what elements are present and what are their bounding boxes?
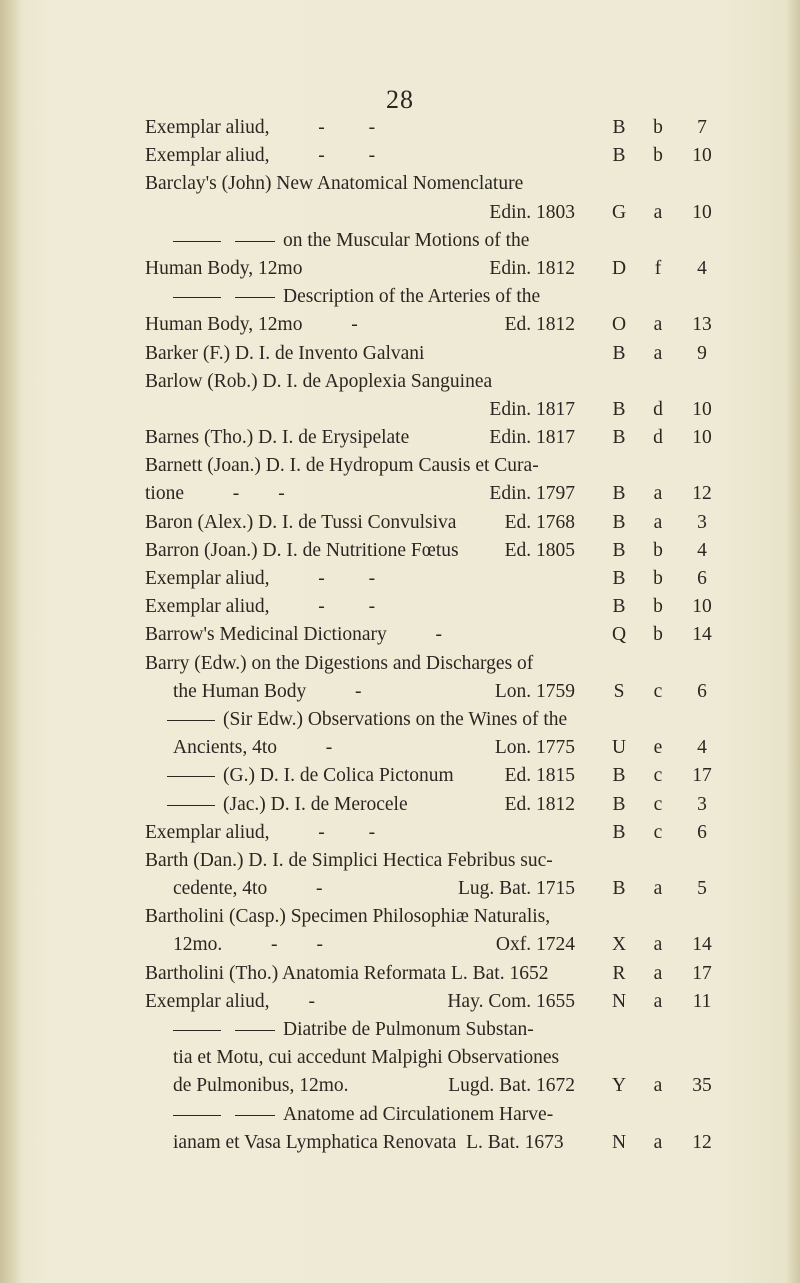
entry-title: Human Body, 12mo [145, 257, 303, 279]
entry-text [173, 283, 540, 311]
shelf-mark [610, 1044, 735, 1072]
catalog-entry [145, 791, 735, 819]
shelf-number: 10 [692, 398, 712, 420]
shelf-mark [610, 424, 735, 452]
shelf-press: U [611, 737, 627, 759]
shelf-row: a [653, 1131, 663, 1153]
shelf-press: O [611, 314, 627, 336]
shelf-number: 4 [697, 257, 707, 279]
entry-title: Barth (Dan.) D. I. de Simplici Hectica Febribus suc- [145, 849, 553, 871]
shelf-press: B [612, 878, 626, 900]
catalog-entry [145, 340, 735, 368]
entry-text [145, 593, 375, 621]
entry-title: Bartholini (Tho.) Anatomia Reformata L. Bat. 1652 [145, 962, 549, 984]
entry-text [167, 706, 567, 734]
entry-title: Exemplar aliud, - - [145, 117, 376, 138]
ditto-rule [173, 1115, 221, 1116]
shelf-row: a [653, 314, 663, 336]
shelf-mark [610, 819, 735, 847]
entry-place-date: Ed. 1812 [504, 314, 575, 336]
entry-text [173, 1129, 564, 1157]
shelf-number: 10 [692, 201, 712, 223]
entry-text [173, 1072, 349, 1100]
entry-text [173, 227, 529, 255]
entry-text [173, 1101, 553, 1129]
catalog-entry [145, 311, 735, 339]
shelf-press: B [612, 145, 626, 167]
entry-place-date: Hay. Com. 1655 [447, 990, 575, 1012]
ditto-rule [173, 297, 221, 298]
shelf-press: B [612, 539, 626, 561]
entry-title: Exemplar aliud, - [145, 990, 316, 1012]
shelf-mark [610, 255, 735, 283]
shelf-row: a [653, 342, 663, 364]
shelf-mark [610, 1016, 735, 1044]
shelf-number: 12 [692, 483, 712, 505]
catalog-entry [145, 142, 735, 170]
shelf-row: a [653, 990, 663, 1012]
shelf-press: B [612, 765, 626, 787]
shelf-number: 14 [692, 624, 712, 646]
entry-place-date: Edin. 1817 [489, 427, 575, 449]
entry-title: Barry (Edw.) on the Digestions and Discharges of [145, 652, 534, 674]
entry-title: ianam et Vasa Lymphatica Renovata L. Bat. 1673 [173, 1131, 564, 1153]
entry-title: (Sir Edw.) Observations on the Wines of the [223, 708, 568, 730]
shelf-number: 5 [697, 878, 707, 900]
shelf-mark [610, 791, 735, 819]
entry-place-date: Edin. 1817 [489, 398, 575, 420]
catalog-entry [145, 1044, 735, 1072]
entry-title: Bartholini (Casp.) Specimen Philosophiæ Naturalis, [145, 906, 551, 928]
entry-title: Exemplar aliud, - - [145, 821, 376, 843]
shelf-number: 4 [697, 539, 707, 561]
entry-place-date: Edin. 1812 [489, 257, 575, 279]
shelf-number: 3 [697, 511, 707, 533]
shelf-press: B [612, 342, 626, 364]
catalog-entry [145, 227, 735, 255]
catalog-entry [145, 1016, 735, 1044]
catalog-entry [145, 565, 735, 593]
entry-place-date: Ed. 1815 [504, 765, 575, 787]
shelf-press: N [611, 1131, 627, 1153]
catalog-entry [145, 734, 735, 762]
catalog-entry [145, 1072, 735, 1100]
shelf-mark [610, 565, 735, 593]
entry-text [145, 819, 375, 847]
shelf-press: R [612, 962, 626, 984]
entry-title: Baron (Alex.) D. I. de Tussi Convulsiva [145, 511, 457, 533]
shelf-mark [610, 931, 735, 959]
entry-place-date: Oxf. 1724 [495, 934, 575, 956]
entry-place-date: Edin. 1803 [489, 201, 575, 223]
shelf-mark [610, 621, 735, 649]
page-gutter-shadow [0, 0, 22, 1283]
entry-text [145, 903, 550, 931]
entry-text [145, 565, 375, 593]
catalog-entry [145, 452, 735, 480]
entry-text [145, 988, 315, 1016]
shelf-row: b [653, 539, 663, 561]
shelf-mark [610, 537, 735, 565]
shelf-number: 9 [697, 342, 707, 364]
shelf-row: b [653, 117, 663, 138]
entry-text [145, 509, 456, 537]
catalog-entry [145, 1101, 735, 1129]
shelf-number: 11 [692, 990, 712, 1012]
ditto-rule [235, 297, 275, 298]
entry-text [145, 170, 523, 198]
entry-title: cedente, 4to - [173, 878, 323, 900]
shelf-mark [610, 706, 735, 734]
catalog-entry [145, 621, 735, 649]
shelf-mark [610, 311, 735, 339]
entry-text [145, 340, 424, 368]
entry-title: Exemplar aliud, - - [145, 596, 376, 618]
entry-title: Diatribe de Pulmonum Substan- [283, 1019, 534, 1040]
shelf-mark [610, 340, 735, 368]
catalog-entry [145, 509, 735, 537]
ditto-rule [235, 1115, 275, 1116]
ditto-rule [173, 241, 221, 242]
shelf-mark [610, 283, 735, 311]
shelf-row: e [653, 737, 663, 759]
shelf-number: 6 [697, 568, 707, 589]
entry-title: Barnes (Tho.) D. I. de Erysipelate [145, 427, 410, 449]
shelf-press: S [613, 680, 625, 702]
entry-title: Barclay's (John) New Anatomical Nomenclature [145, 173, 524, 195]
shelf-mark [610, 1072, 735, 1100]
ditto-rule [167, 776, 215, 777]
shelf-mark [610, 988, 735, 1016]
entry-text [173, 678, 361, 706]
shelf-row: a [653, 878, 663, 900]
shelf-number: 35 [692, 1075, 712, 1097]
entry-text [173, 875, 322, 903]
entry-title: tia et Motu, cui accedunt Malpighi Observationes [173, 1047, 560, 1069]
entry-place-date: Lug. Bat. 1715 [458, 878, 575, 900]
shelf-number: 12 [692, 1131, 712, 1153]
shelf-mark [610, 142, 735, 170]
shelf-row: a [653, 201, 663, 223]
shelf-row: b [653, 145, 663, 167]
entry-text [173, 1016, 534, 1044]
catalog-entry [145, 537, 735, 565]
shelf-row: d [653, 398, 663, 420]
catalog-entry [145, 650, 735, 678]
shelf-press: Y [611, 1075, 627, 1097]
catalog-entry [145, 480, 735, 508]
catalog-entry [145, 762, 735, 790]
shelf-mark [610, 903, 735, 931]
catalog-entry [145, 706, 735, 734]
shelf-mark [610, 593, 735, 621]
entry-text [173, 931, 323, 959]
entry-title: the Human Body - [173, 680, 362, 702]
catalog-entry [145, 396, 735, 424]
shelf-mark [610, 1129, 735, 1157]
entry-title: Barnett (Joan.) D. I. de Hydropum Causis et Cura- [145, 455, 539, 477]
shelf-mark [610, 170, 735, 198]
shelf-number: 3 [697, 793, 707, 815]
entry-place-date: Lugd. Bat. 1672 [448, 1075, 575, 1097]
entry-title: tione - - [145, 483, 285, 505]
catalog-entry [145, 903, 735, 931]
entry-place-date: Ed. 1812 [504, 793, 575, 815]
shelf-row: c [653, 765, 663, 787]
shelf-row: b [653, 624, 663, 646]
shelf-press: B [612, 483, 626, 505]
entry-place-date: Lon. 1759 [494, 680, 575, 702]
entry-text [167, 762, 454, 790]
catalog-entry [145, 170, 735, 198]
entry-title: Ancients, 4to - [173, 737, 333, 759]
catalog-entry [145, 875, 735, 903]
shelf-row: f [654, 257, 662, 279]
shelf-press: B [612, 596, 626, 618]
entry-title: Barron (Joan.) D. I. de Nutritione Fœtus [145, 539, 459, 561]
ditto-rule [235, 241, 275, 242]
catalog-entry [145, 1129, 735, 1157]
shelf-row: a [653, 962, 663, 984]
catalog-entry [145, 931, 735, 959]
shelf-row: c [653, 793, 663, 815]
shelf-mark [610, 847, 735, 875]
catalog-entry [145, 847, 735, 875]
shelf-press: B [612, 117, 626, 138]
shelf-number: 6 [697, 680, 707, 702]
entry-title: Description of the Arteries of the [283, 286, 541, 308]
entry-title: Exemplar aliud, - - [145, 145, 376, 167]
entry-text [145, 255, 302, 283]
shelf-row: a [653, 483, 663, 505]
ditto-rule [235, 1030, 275, 1031]
entry-text [145, 142, 375, 170]
catalog-entry [145, 593, 735, 621]
ditto-rule [173, 1030, 221, 1031]
catalog-entry [145, 988, 735, 1016]
shelf-number: 17 [692, 765, 712, 787]
shelf-press: Q [611, 624, 627, 646]
shelf-mark [610, 762, 735, 790]
shelf-press: N [611, 990, 627, 1012]
entry-place-date: Ed. 1805 [504, 539, 575, 561]
shelf-press: B [612, 511, 626, 533]
entry-place-date: Ed. 1768 [504, 511, 575, 533]
shelf-mark [610, 734, 735, 762]
shelf-press: B [612, 568, 626, 589]
shelf-row: a [653, 934, 663, 956]
catalog-entry [145, 283, 735, 311]
shelf-mark [610, 227, 735, 255]
entry-text [145, 424, 409, 452]
shelf-mark [610, 396, 735, 424]
entry-title: (Jac.) D. I. de Merocele [223, 793, 408, 815]
page-number: 28 [386, 85, 414, 114]
entry-text [145, 650, 533, 678]
ditto-rule [167, 720, 215, 721]
catalog-entry [145, 819, 735, 847]
entry-title: Human Body, 12mo - [145, 314, 358, 336]
entry-text [145, 537, 459, 565]
entry-text [145, 114, 375, 142]
shelf-press: G [611, 201, 627, 223]
catalog-entries [145, 114, 735, 1157]
shelf-number: 14 [692, 934, 712, 956]
entry-place-date: Lon. 1775 [494, 737, 575, 759]
entry-title: (G.) D. I. de Colica Pictonum [223, 765, 454, 787]
entry-text [173, 1044, 559, 1072]
entry-title: on the Muscular Motions of the [283, 229, 530, 251]
shelf-mark [610, 114, 735, 142]
shelf-number: 17 [692, 962, 712, 984]
shelf-mark [610, 960, 735, 988]
entry-text [145, 368, 492, 396]
shelf-mark [610, 509, 735, 537]
entry-text [167, 791, 408, 819]
entry-place-date: Edin. 1797 [489, 483, 575, 505]
entry-text [145, 847, 553, 875]
entry-text [145, 960, 548, 988]
shelf-number: 10 [692, 427, 712, 449]
shelf-press: B [612, 821, 626, 843]
shelf-mark [610, 678, 735, 706]
catalog-entry [145, 114, 735, 142]
entry-text [145, 621, 442, 649]
catalog-entry [145, 678, 735, 706]
shelf-number: 4 [697, 737, 707, 759]
shelf-row: a [653, 1075, 663, 1097]
shelf-mark [610, 1101, 735, 1129]
shelf-row: b [653, 596, 663, 618]
entry-text [145, 480, 285, 508]
entry-text [145, 311, 358, 339]
entry-title: de Pulmonibus, 12mo. [173, 1075, 349, 1097]
entry-title: Barrow's Medicinal Dictionary - [145, 624, 443, 646]
shelf-mark [610, 875, 735, 903]
shelf-row: d [653, 427, 663, 449]
entry-title: 12mo. - - [173, 934, 324, 956]
shelf-row: c [653, 821, 663, 843]
shelf-number: 10 [692, 145, 712, 167]
entry-title: Anatome ad Circulationem Harve- [283, 1103, 554, 1125]
shelf-press: D [611, 257, 627, 279]
shelf-row: b [653, 568, 663, 589]
shelf-row: c [653, 680, 663, 702]
catalog-entry [145, 255, 735, 283]
shelf-press: X [611, 934, 627, 956]
shelf-number: 13 [692, 314, 712, 336]
shelf-row: a [653, 511, 663, 533]
shelf-number: 10 [692, 596, 712, 618]
catalog-entry [145, 424, 735, 452]
ditto-rule [167, 805, 215, 806]
shelf-press: B [612, 793, 626, 815]
catalog-entry [145, 960, 735, 988]
shelf-press: B [612, 398, 626, 420]
entry-text [145, 452, 539, 480]
shelf-number: 6 [697, 821, 707, 843]
shelf-mark [610, 480, 735, 508]
catalog-entry [145, 199, 735, 227]
shelf-number: 7 [697, 117, 707, 138]
entry-title: Exemplar aliud, - - [145, 568, 376, 589]
page-edge-shadow [786, 0, 800, 1283]
shelf-press: B [612, 427, 626, 449]
catalog-entry [145, 368, 735, 396]
shelf-mark [610, 452, 735, 480]
entry-title: Barker (F.) D. I. de Invento Galvani [145, 342, 425, 364]
shelf-mark [610, 650, 735, 678]
entry-text [173, 734, 332, 762]
shelf-mark [610, 368, 735, 396]
entry-title: Barlow (Rob.) D. I. de Apoplexia Sanguinea [145, 370, 493, 392]
shelf-mark [610, 199, 735, 227]
